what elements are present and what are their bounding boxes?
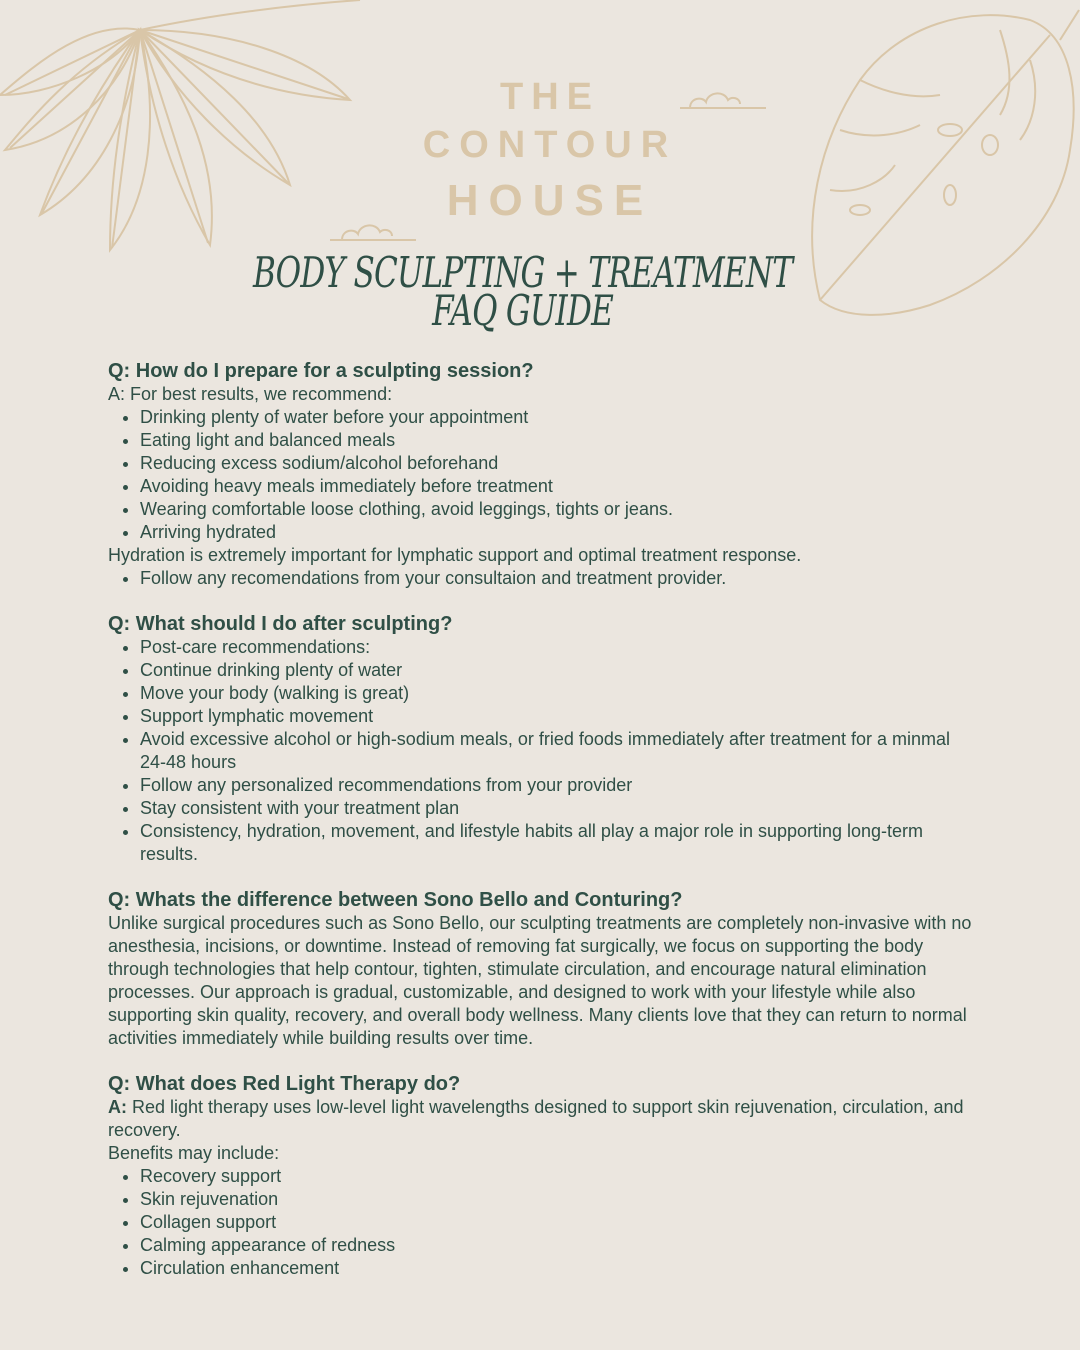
faq-content (108, 360, 978, 1303)
list-item: • Circulation enhancement (140, 1257, 978, 1280)
list-item: • Recovery support (140, 1165, 978, 1188)
list-item: • Move your body (walking is great) (140, 682, 978, 705)
list-item: • Skin rejuvenation (140, 1188, 978, 1211)
faq-section-aftercare (108, 613, 978, 866)
faq-section-prepare (108, 360, 978, 590)
faq-note: Hydration is extremely important for lymphatic support and optimal treatment response. (108, 545, 802, 565)
page-subtitle: FAQ GUIDE (432, 286, 614, 335)
answer-prefix: A: (108, 1097, 127, 1117)
page-title: BODY SCULPTING + TREATMENT (252, 248, 793, 297)
list-item: • Follow any recomendations from your consultaion and treatment provider. (140, 567, 978, 590)
benefits-intro: Benefits may include: (108, 1143, 280, 1163)
faq-answer-intro: A: For best results, we recommend: (108, 384, 393, 404)
brand-line-contour: CONTOUR (422, 124, 678, 166)
faq-section-red-light (108, 1073, 978, 1280)
list-item: • Stay consistent with your treatment plan (140, 797, 978, 820)
faq-answer: Unlike surgical procedures such as Sono Bello, our sculpting treatments are completely non-invasive with no anesthesia, incisions, or downtime. Instead of removing fat surgically, we focus on supporting the body through technologies that help contour, tighten, stimulate circulation, and encourage natural elimination processes. Our approach is gradual, customizable, and designed to work with your lifestyle while also supporting skin quality, recovery, and overall body wellness. Many clients love that they can return to normal activities immediately while building results over time. (108, 913, 972, 1048)
list-item: • Follow any personalized recommendations from your provider (140, 774, 978, 797)
list-item: • Reducing excess sodium/alcohol beforehand (140, 452, 978, 475)
bullet-list (108, 1165, 978, 1280)
list-item: • Post-care recommendations: (140, 636, 978, 659)
list-item: • Avoiding heavy meals immediately before treatment (140, 475, 978, 498)
bullet-list (108, 636, 978, 866)
list-item: • Wearing comfortable loose clothing, avoid leggings, tights or jeans. (140, 498, 978, 521)
list-item: • Collagen support (140, 1211, 978, 1234)
faq-section-difference (108, 889, 978, 1050)
list-item: • Drinking plenty of water before your appointment (140, 406, 978, 429)
faq-answer (108, 1096, 978, 1142)
list-item: • Continue drinking plenty of water (140, 659, 978, 682)
brand-line-the: THE (500, 76, 600, 118)
bullet-list (108, 567, 978, 590)
brand-line-house: HOUSE (446, 176, 654, 225)
list-item: • Support lymphatic movement (140, 705, 978, 728)
list-item: • Eating light and balanced meals (140, 429, 978, 452)
faq-question: Q: What should I do after sculpting? (108, 613, 453, 635)
list-item: • Consistency, hydration, movement, and lifestyle habits all play a major role in supporting long-term results. (140, 820, 978, 866)
bullet-list (108, 406, 978, 544)
list-item: • Avoid excessive alcohol or high-sodium meals, or fried foods immediately after treatment for a minmal 24-48 hours (140, 728, 978, 774)
faq-question: Q: Whats the difference between Sono Bello and Conturing? (108, 889, 683, 911)
list-item: • Calming appearance of redness (140, 1234, 978, 1257)
faq-question: Q: What does Red Light Therapy do? (108, 1073, 461, 1095)
answer-text: Red light therapy uses low-level light wavelengths designed to support skin rejuvenation, circulation, and recovery. (108, 1097, 964, 1140)
faq-question: Q: How do I prepare for a sculpting session? (108, 360, 534, 382)
list-item: • Arriving hydrated (140, 521, 978, 544)
